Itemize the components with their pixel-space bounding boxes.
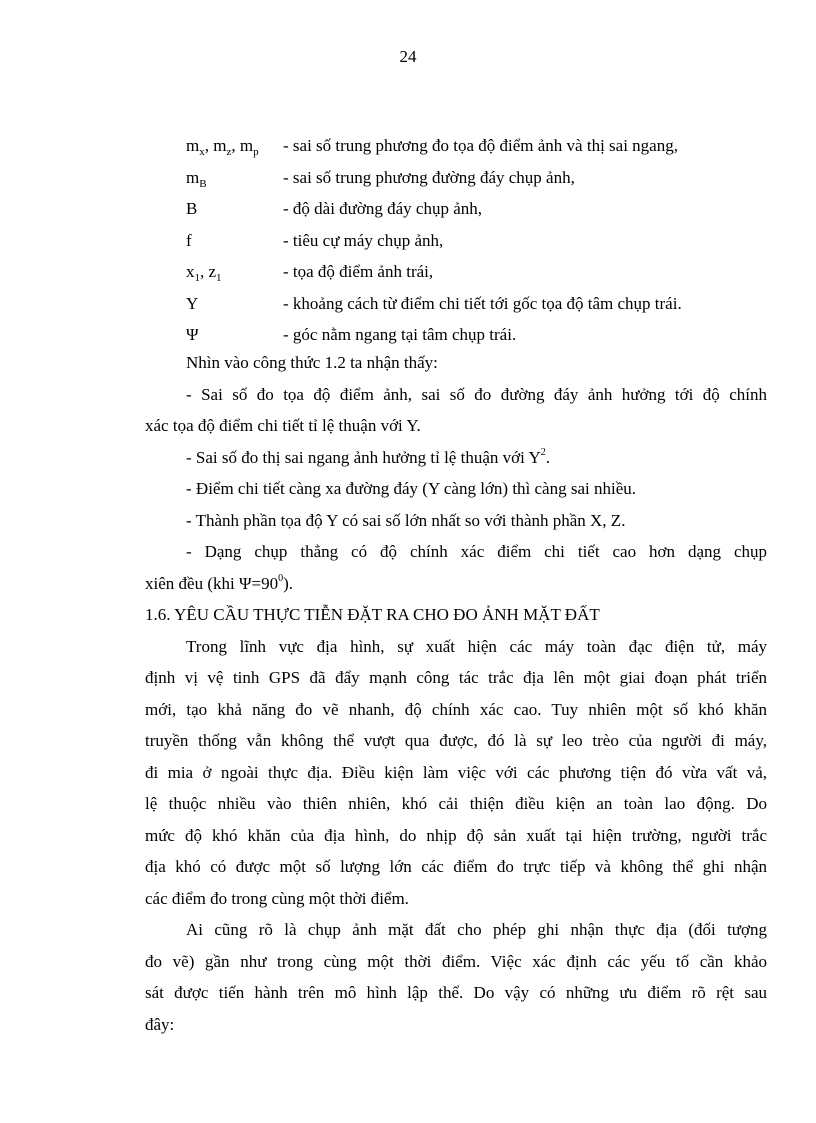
definition-row [186,225,766,257]
page-number: 24 [399,47,417,66]
bullet-line: - Thành phần tọa độ Y có sai số lớn nhất so với thành phần X, Z. [186,510,626,530]
bullet-line: xác tọa độ điểm chi tiết tỉ lệ thuận với Y. [145,416,421,435]
definition-description: - độ dài đường đáy chụp ảnh, [283,199,483,218]
definition-symbol: $m_x$, $m_z$, $m_p$ [186,136,259,158]
paragraph-line: địa khó có được một số lượng lớn các điểm đo trực tiếp và không thể ghi nhận [145,857,767,876]
intro-text: Nhìn vào công thức 1.2 ta nhận thấy: [186,353,438,372]
definition-row [186,256,766,288]
definition-symbol: Ψ [186,325,199,344]
definition-description: - sai số trung phương đo tọa độ điểm ảnh và thị sai ngang, [283,136,678,155]
paragraph-line: định vị vệ tinh GPS đã đẩy mạnh công tác trắc địa lên một giai đoạn phát triển [145,668,767,687]
definition-symbol: Y [186,293,199,313]
definition-symbol: $m_B$ [186,167,207,190]
paragraph-line: đây: [145,1014,175,1034]
paragraph-2 [145,914,767,1040]
paragraph-line: Ai cũng rõ là chụp ảnh mặt đất cho phép ghi nhận thực địa (đối tượng [186,920,767,939]
definition-row [186,130,766,162]
paragraph-line: sát được tiến hành trên mô hình lập thể. Do vậy có những ưu điểm rõ rệt sau [145,983,767,1002]
paragraph-line: mức độ khó khăn của địa hình, do nhịp độ sản xuất tại hiện trường, người trắc [145,825,767,845]
body-text [145,347,767,1040]
definition-row [186,288,766,320]
bullet-line: - Dạng chụp thẳng có độ chính xác điểm chi tiết cao hơn dạng chụp [186,542,767,561]
definition-description: - góc nằm ngang tại tâm chụp trái. [283,325,517,344]
definition-description: - tọa độ điểm ảnh trái, [283,262,434,281]
symbol-definitions [186,130,766,351]
paragraph-line: đo vẽ) gần như trong cùng một thời điểm. Việc xác định các yếu tố cần khảo [145,951,767,971]
definition-description: - tiêu cự máy chụp ảnh, [283,230,444,250]
paragraph-1 [145,631,767,915]
definition-description: - sai số trung phương đường đáy chụp ảnh, [283,167,575,187]
paragraph-line: đi mia ở ngoài thực địa. Điều kiện làm việc với các phương tiện đó vừa vất vả, [145,762,767,782]
bullet-line: - Sai số đo tọa độ điểm ảnh, sai số đo đường đáy ảnh hưởng tới độ chính [186,384,767,404]
section-heading: 1.6. YÊU CẦU THỰC TIỄN ĐẶT RA CHO ĐO ẢNH MẶT ĐẤT [145,605,600,624]
definition-symbol: B [186,199,198,218]
bullet-line: xiên đều (khi $\Psi=90^0$). [145,572,293,593]
paragraph-line: Trong lĩnh vực địa hình, sự xuất hiện các máy toàn đạc điện tử, máy [186,636,767,656]
paragraph-line: truyền thống vẫn không thể vượt qua được, đó là sự leo trèo của người đi máy, [145,731,767,750]
paragraph-line: lệ thuộc nhiều vào thiên nhiên, khó cải thiện điều kiện an toàn lao động. Do [145,794,767,813]
definition-symbol: f [186,230,192,250]
bullet-line: - Sai số đo thị sai ngang ảnh hưởng tỉ lệ thuận với $Y^2$. [186,446,550,467]
paragraph-line: các điểm đo trong cùng một thời điểm. [145,888,409,908]
bullet-line: - Điểm chi tiết càng xa đường đáy (Y càng lớn) thì càng sai nhiều. [186,479,637,498]
definition-row [186,162,766,194]
definition-row [186,193,766,225]
definition-symbol: $x_1$, $z_1$ [186,262,222,284]
definition-row [186,319,766,351]
paragraph-line: mới, tạo khả năng đo vẽ nhanh, độ chính xác cao. Tuy nhiên một số khó khăn [145,699,767,719]
definition-description: - khoảng cách từ điểm chi tiết tới gốc tọa độ tâm chụp trái. [283,293,682,313]
